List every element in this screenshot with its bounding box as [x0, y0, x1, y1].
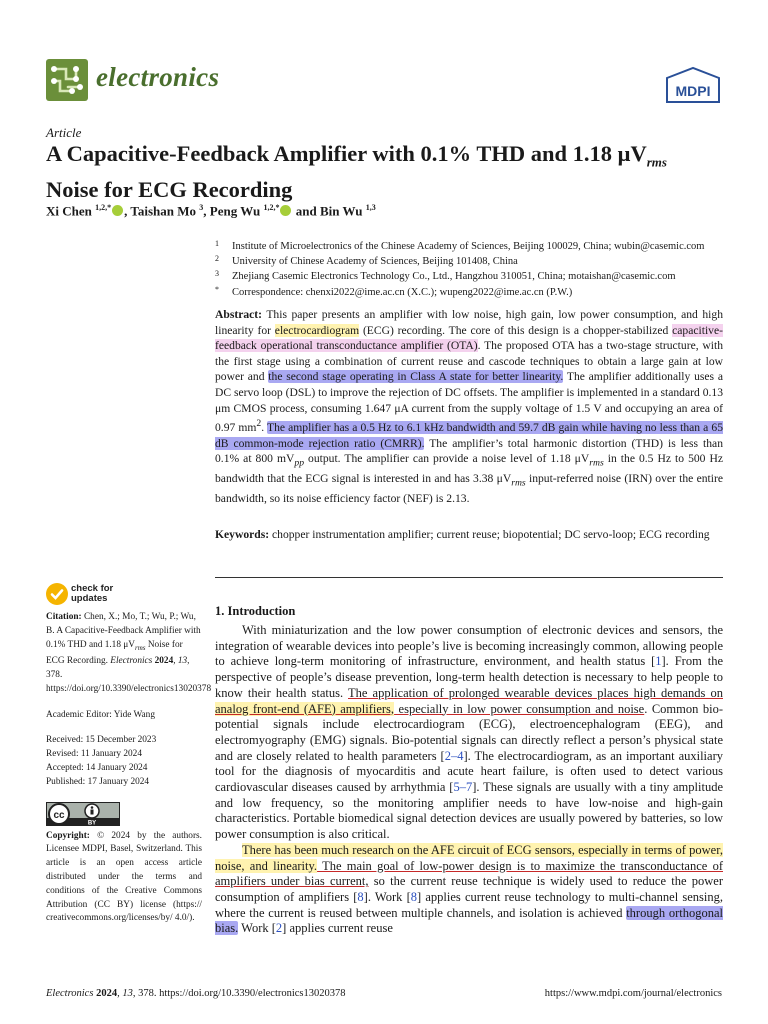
section-heading: 1. Introduction [215, 604, 296, 618]
footer-journal-url[interactable]: https://www.mdpi.com/journal/electronics [544, 988, 722, 999]
affiliation-item: 1 Institute of Microelectronics of the Chinese Academy of Sciences, Beijing 100029, China; wubin@casemic.com [215, 239, 705, 252]
underline-annotation: The main goal of low-power design is to maximize the transconductance of amplifiers under bias current, [215, 858, 723, 889]
journal-name: electronics [96, 62, 220, 92]
citation: Citation: Chen, X.; Mo, T.; Wu, P.; Wu, B. A Capacitive-Feedback Amplifier with 0.1% THD and 1.18 $\mu V_{rms}$ Noise for ECG Recording. Electronics 2024, 13, 378. https://doi.org/10.3390/electronics13020378 [46, 612, 212, 694]
highlight-blue: through orthogonal bias. [215, 905, 723, 936]
date-revised: Revised: 11 January 2024 [46, 749, 142, 760]
citation-link[interactable]: 2 [275, 921, 283, 936]
citation-link[interactable]: 8 [357, 889, 364, 904]
citation-link[interactable]: 5–7 [453, 780, 473, 795]
underline-annotation: The application of prolonged wearable devices places high demands on [348, 685, 723, 700]
mdpi-logo [664, 66, 722, 104]
date-accepted: Accepted: 14 January 2024 [46, 763, 148, 774]
affiliation-item: 2 University of Chinese Academy of Sciences, Beijing 101408, China [215, 254, 518, 268]
author-name: Xi Chen [46, 203, 92, 219]
author-name: Taishan Mo [130, 203, 197, 219]
correspondence: * Correspondence: chenxi2022@ime.ac.cn (X.C.); wupeng2022@ime.ac.cn (P.W.) [215, 284, 573, 298]
orcid-icon[interactable] [280, 205, 291, 216]
highlight-yellow: electrocardiogram [274, 323, 360, 337]
citation-link[interactable]: 2–4 [444, 748, 464, 763]
date-published: Published: 17 January 2024 [46, 776, 150, 787]
affiliations [215, 239, 735, 300]
highlight-blue: The amplifier has a 0.5 Hz to 6.1 kHz bandwidth and 59.7 dB gain while having no less than a 65 dB common-mode rejection ratio (CMRR). [215, 421, 723, 450]
article-type: Article [46, 125, 82, 140]
journal-logo-icon [46, 59, 88, 101]
cc-by-license-icon[interactable] [46, 802, 120, 826]
underline-annotation: especially in low power consumption and noise [394, 701, 645, 716]
author-name: Peng Wu [209, 203, 261, 219]
date-received: Received: 15 December 2023 [46, 735, 157, 746]
citation-link[interactable]: 1 [655, 654, 662, 669]
check-icon [46, 583, 68, 605]
footer-citation: Electronics 2024, 13, 378. https://doi.org/10.3390/electronics13020378 [46, 988, 346, 999]
author-name: Bin Wu [319, 203, 363, 219]
body-text [215, 623, 723, 937]
abstract: Abstract: This paper presents an amplifier with low noise, high gain, low power consumption, and high linearity for electrocardiogram (ECG) recording. The core of this design is a chopper-stabilized capacitive-feedback operational transconductance amplifier (OTA). The proposed OTA has a two-stage structure, with the first stage using a combination of current reuse and cascode techniques to obtain a large gain at low power and the second stage operating in Class A state for better linearity. The amplifier additionally uses a DC servo loop (DSL) to improve the rejection of DC offsets. The amplifier is implemented in a standard 0.13 μm CMOS process, consuming 1.647 μA current from the supply voltage of 1.5 V and occupying an area of 0.97 $mm^2$. The amplifier has a 0.5 Hz to 6.1 kHz bandwidth and 59.7 dB gain while having no less than a 65 dB common-mode rejection ratio (CMRR). The amplifier’s total harmonic distortion (THD) is less than 0.1% at 800 $mV_{pp}$ output. The amplifier can provide a noise level of 1.18 $\mu V_{rms}$ in the 0.5 Hz to 500 Hz bandwidth that the ECG signal is interested in and has 3.38 $\mu V_{rms}$ input-referred noise (IRN) over the entire bandwidth, so its noise efficiency factor (NEF) is 2.13. [215, 308, 724, 506]
keywords: Keywords: chopper instrumentation amplifier; current reuse; biopotential; DC servo-loop; ECG recording [215, 528, 710, 541]
article-info-sidebar [46, 611, 212, 926]
highlight-yellow: analog front-end (AFE) amplifiers, [215, 701, 395, 716]
section-divider [215, 577, 723, 578]
copyright-notice: Copyright: © 2024 by the authors. Licensee MDPI, Basel, Switzerland. This article is an open access article distributed under the terms and conditions of the Creative Commons Attribution (CC BY) license (https:// creativecommons.org/licenses/by/ 4.0/). [46, 830, 202, 924]
check-for-updates-button[interactable]: check for updates [46, 583, 126, 607]
citation-link[interactable]: 8 [410, 889, 417, 904]
paragraph: There has been much research on the AFE circuit of ECG sensors, especially in terms of power, noise, and linearity. The main goal of low-power design is to maximize the transconductance of amplifiers under bias current, so the current reuse technique is widely used to reduce the power consumption of amplifiers [8]. Work [8] applies current reuse technology to multi-channel sensing, where the current is reused between multiple channels, and isolation is achieved through orthogonal bias. Work [2] applies current reuse [215, 842, 723, 936]
affiliation-item: 3 Zhejiang Casemic Electronics Technology Co., Ltd., Hangzhou 310051, China; motaishan@casemic.com [215, 269, 676, 283]
paragraph: With miniaturization and the low power consumption of electronic devices and sensors, the integration of wearable devices into people’s live is becoming increasingly common, allowing people to achieve long-term monitoring of infrastructure, environment, and health status [1]. From the perspective of people’s disease prevention, long-term health detection is necessary to help people to know their health status. The application of prolonged wearable devices places high demands on analog front-end (AFE) amplifiers, especially in low power consumption and noise. Common bio-potential signals include electrocardiogram (ECG), electroencephalogram (EEG), and electromyography (EMG) signals. Bio-potential signals can directly reflect a person’s physical state and are closely related to health parameters [2–4]. The electrocardiogram, as an important auxiliary tool for the diagnosis of myocarditis and acute heart failure, is often used to detect various cardiovascular diseases caused by arrhythmia [5–7]. These signals are usually with a tiny amplitude and low frequency, so the monitoring amplifier needs to have low-noise and high-gain characteristics. Portable biomedical signal detection devices are usually powered by batteries, so low power consumption is also critical. [215, 623, 723, 842]
author-list: Xi Chen $^{1,2,*}$ , Taishan Mo $^3$, Peng Wu $^{1,2,*}$ and Bin Wu $^{1,3}$ [46, 203, 376, 219]
highlight-blue: the second stage operating in Class A state for better linearity. [268, 370, 564, 384]
academic-editor: Academic Editor: Yide Wang [46, 709, 155, 720]
mdpi-logo-text: MDPI [675, 83, 711, 99]
highlight-yellow: There has been much research on the AFE circuit of ECG sensors, especially in terms of power, noise, and linearity. [215, 842, 723, 873]
article-title: A Capacitive-Feedback Amplifier with 0.1% THD and 1.18 $\mu V_{rms}$ Noise for ECG Recording [46, 141, 667, 202]
svg-text:BY: BY [87, 820, 97, 826]
svg-text:cc: cc [53, 809, 65, 821]
highlight-pink: capacitive-feedback operational transconductance amplifier (OTA) [215, 323, 723, 353]
orcid-icon[interactable] [112, 205, 123, 216]
